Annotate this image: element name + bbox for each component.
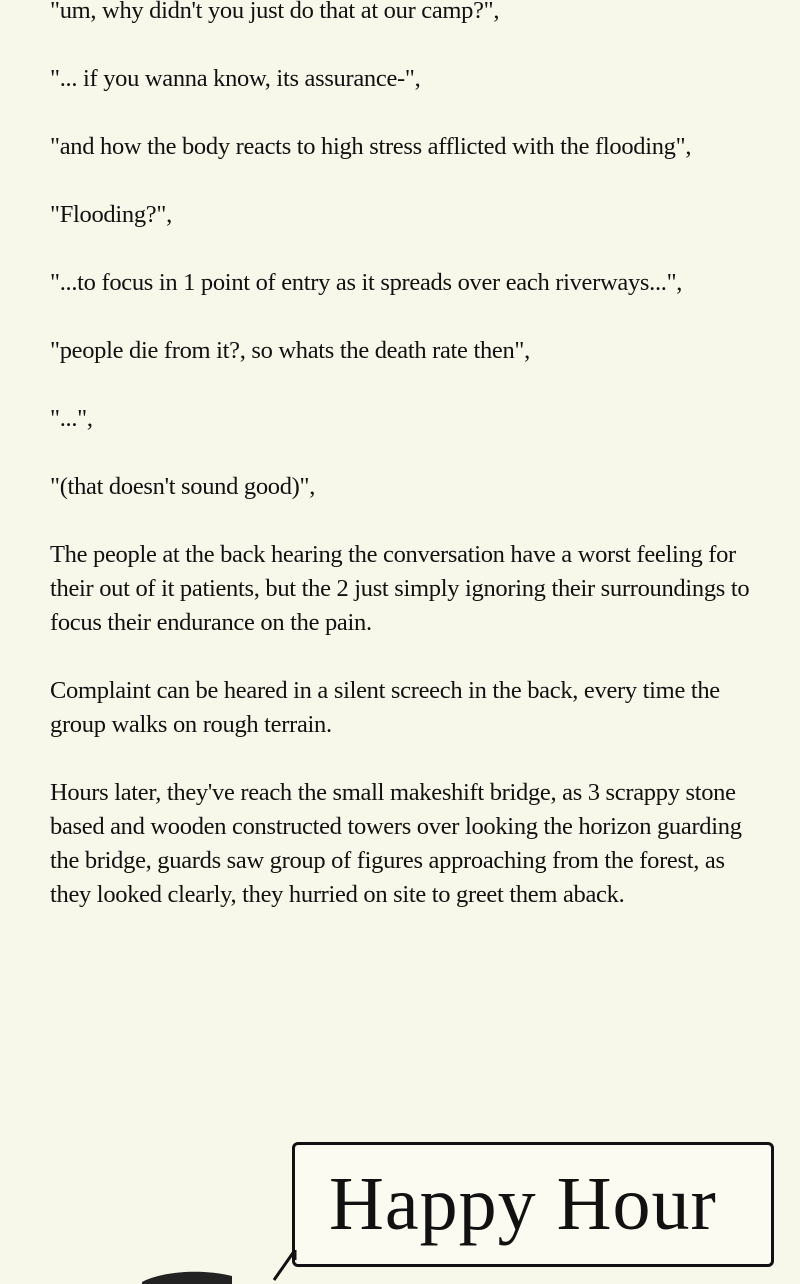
story-paragraph: The people at the back hearing the conversation have a worst feeling for their out of it patients, but the 2 just simply ignoring their surroundings to focus their endurance on the pain. <box>50 541 750 636</box>
story-paragraph: Hours later, they've reach the small makeshift bridge, as 3 scrappy stone based and wooden constructed towers over looking the horizon guarding the bridge, guards saw group of figures approaching from the forest, as they looked clearly, they hurried on site to greet them aback. <box>50 779 742 908</box>
story-text <box>50 0 755 912</box>
story-paragraph: Complaint can be heared in a silent screech in the back, every time the group walks on rough terrain. <box>50 677 720 738</box>
story-paragraph: "Flooding?", <box>50 201 172 228</box>
speech-bubble <box>292 1142 774 1267</box>
story-paragraph: "people die from it?, so whats the death rate then", <box>50 337 530 364</box>
speech-bubble-tail <box>264 1250 304 1280</box>
story-paragraph: "(that doesn't sound good)", <box>50 473 316 500</box>
speech-bubble-text: Happy Hour <box>329 1162 717 1246</box>
story-paragraph: "and how the body reacts to high stress afflicted with the flooding", <box>50 133 692 160</box>
story-paragraph: "...to focus in 1 point of entry as it spreads over each riverways...", <box>50 269 683 296</box>
story-paragraph: "um, why didn't you just do that at our camp?", <box>50 0 500 24</box>
story-paragraph: "...", <box>50 405 93 432</box>
character-head-partial <box>140 1268 240 1284</box>
story-paragraph: "... if you wanna know, its assurance-", <box>50 65 421 92</box>
